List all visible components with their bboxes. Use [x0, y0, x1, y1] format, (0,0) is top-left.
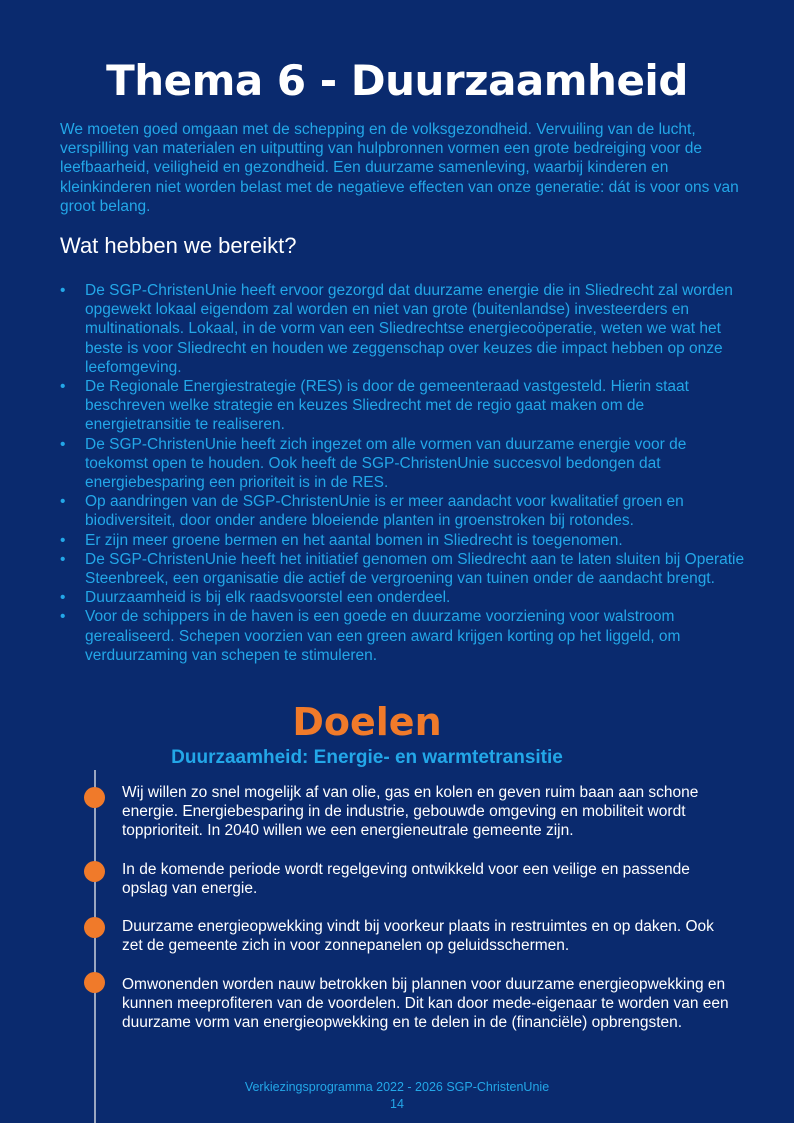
- list-item: • Op aandringen van de SGP-ChristenUnie is er meer aandacht voor kwalitatief groen en biodiversiteit, door onder andere bloeiende planten in groenstroken bij rotondes.: [60, 492, 750, 530]
- list-item: • De SGP-ChristenUnie heeft zich ingezet om alle vormen van duurzame energie voor de toekomst open te houden. Ook heeft de SGP-ChristenUnie succesvol bedongen dat energiebesparing een prioriteit is in de RES.: [60, 435, 750, 493]
- goal-item: Wij willen zo snel mogelijk af van olie, gas en kolen en geven ruim baan aan schone energie. Energiebesparing in de industrie, gebouwde omgeving en mobiliteit wordt topprioriteit. In 2040 willen we een energieneutrale gemeente zijn.: [122, 784, 699, 840]
- timeline-dot-icon: [84, 861, 105, 882]
- achievements-list: [60, 281, 750, 665]
- goals-subheading: Duurzaamheid: Energie- en warmtetransitie: [171, 747, 563, 768]
- page-number: 14: [390, 1097, 404, 1111]
- list-item: • De Regionale Energiestrategie (RES) is door de gemeenteraad vastgesteld. Hierin staat beschreven welke strategie en keuzes Sliedrecht met de regio gaat maken om de energietransitie te realiseren.: [60, 377, 750, 435]
- timeline-dot-icon: [84, 787, 105, 808]
- timeline-dot-icon: [84, 972, 105, 993]
- goal-item: Duurzame energieopwekking vindt bij voorkeur plaats in restruimtes en op daken. Ook zet de gemeente zich in voor zonnepanelen op geluidsschermen.: [122, 918, 714, 955]
- list-item: • De SGP-ChristenUnie heeft het initiatief genomen om Sliedrecht aan te laten sluiten bij Operatie Steenbreek, een organisatie die actief de vergroening van tuinen onder de aandacht brengt.: [60, 550, 750, 588]
- list-item: • Duurzaamheid is bij elk raadsvoorstel een onderdeel.: [60, 588, 750, 607]
- timeline-line: [94, 770, 96, 1123]
- footer-program: Verkiezingsprogramma 2022 - 2026 SGP-ChristenUnie: [244, 1080, 550, 1094]
- list-item: • Voor de schippers in de haven is een goede en duurzame voorziening voor walstroom gerealiseerd. Schepen voorzien van een green award krijgen korting op het liggeld, om verduurzaming van schepen te stimuleren.: [60, 607, 750, 665]
- goal-item: Omwonenden worden nauw betrokken bij plannen voor duurzame energieopwekking en kunnen meeprofiteren van de voordelen. Dit kan door mede-eigenaar te worden van een duurzame vorm van energieopwekking en te delen in de (financiële) opbrengsten.: [122, 976, 729, 1032]
- page-footer: [0, 1079, 794, 1113]
- page-title: Thema 6 - Duurzaamheid: [106, 56, 688, 105]
- list-item: • Er zijn meer groene bermen en het aantal bomen in Sliedrecht is toegenomen.: [60, 531, 750, 550]
- goals-heading: Doelen: [292, 700, 442, 744]
- intro-paragraph: We moeten goed omgaan met de schepping en de volksgezondheid. Vervuiling van de lucht, verspilling van materialen en uitputting van hulpbronnen vormen een grote bedreiging voor de leefbaarheid, veiligheid en gezondheid. Een duurzame samenleving, waarbij kinderen en kleinkinderen niet worden belast met de negatieve effecten van onze generatie: dát is voor ons van groot belang.: [60, 121, 739, 215]
- timeline-dot-icon: [84, 917, 105, 938]
- achievements-heading: Wat hebben we bereikt?: [60, 233, 297, 258]
- goal-item: In de komende periode wordt regelgeving ontwikkeld voor een veilige en passende opslag van energie.: [122, 861, 690, 898]
- list-item: • De SGP-ChristenUnie heeft ervoor gezorgd dat duurzame energie die in Sliedrecht zal worden opgewekt lokaal eigendom zal worden en niet van grote (buitenlandse) investeerders en multinationals. Lokaal, in de vorm van een Sliedrechtse energiecoöperatie, weten we wat het beste is voor Sliedrecht en houden we zeggenschap over keuzes die impact hebben op onze leefomgeving.: [60, 281, 750, 377]
